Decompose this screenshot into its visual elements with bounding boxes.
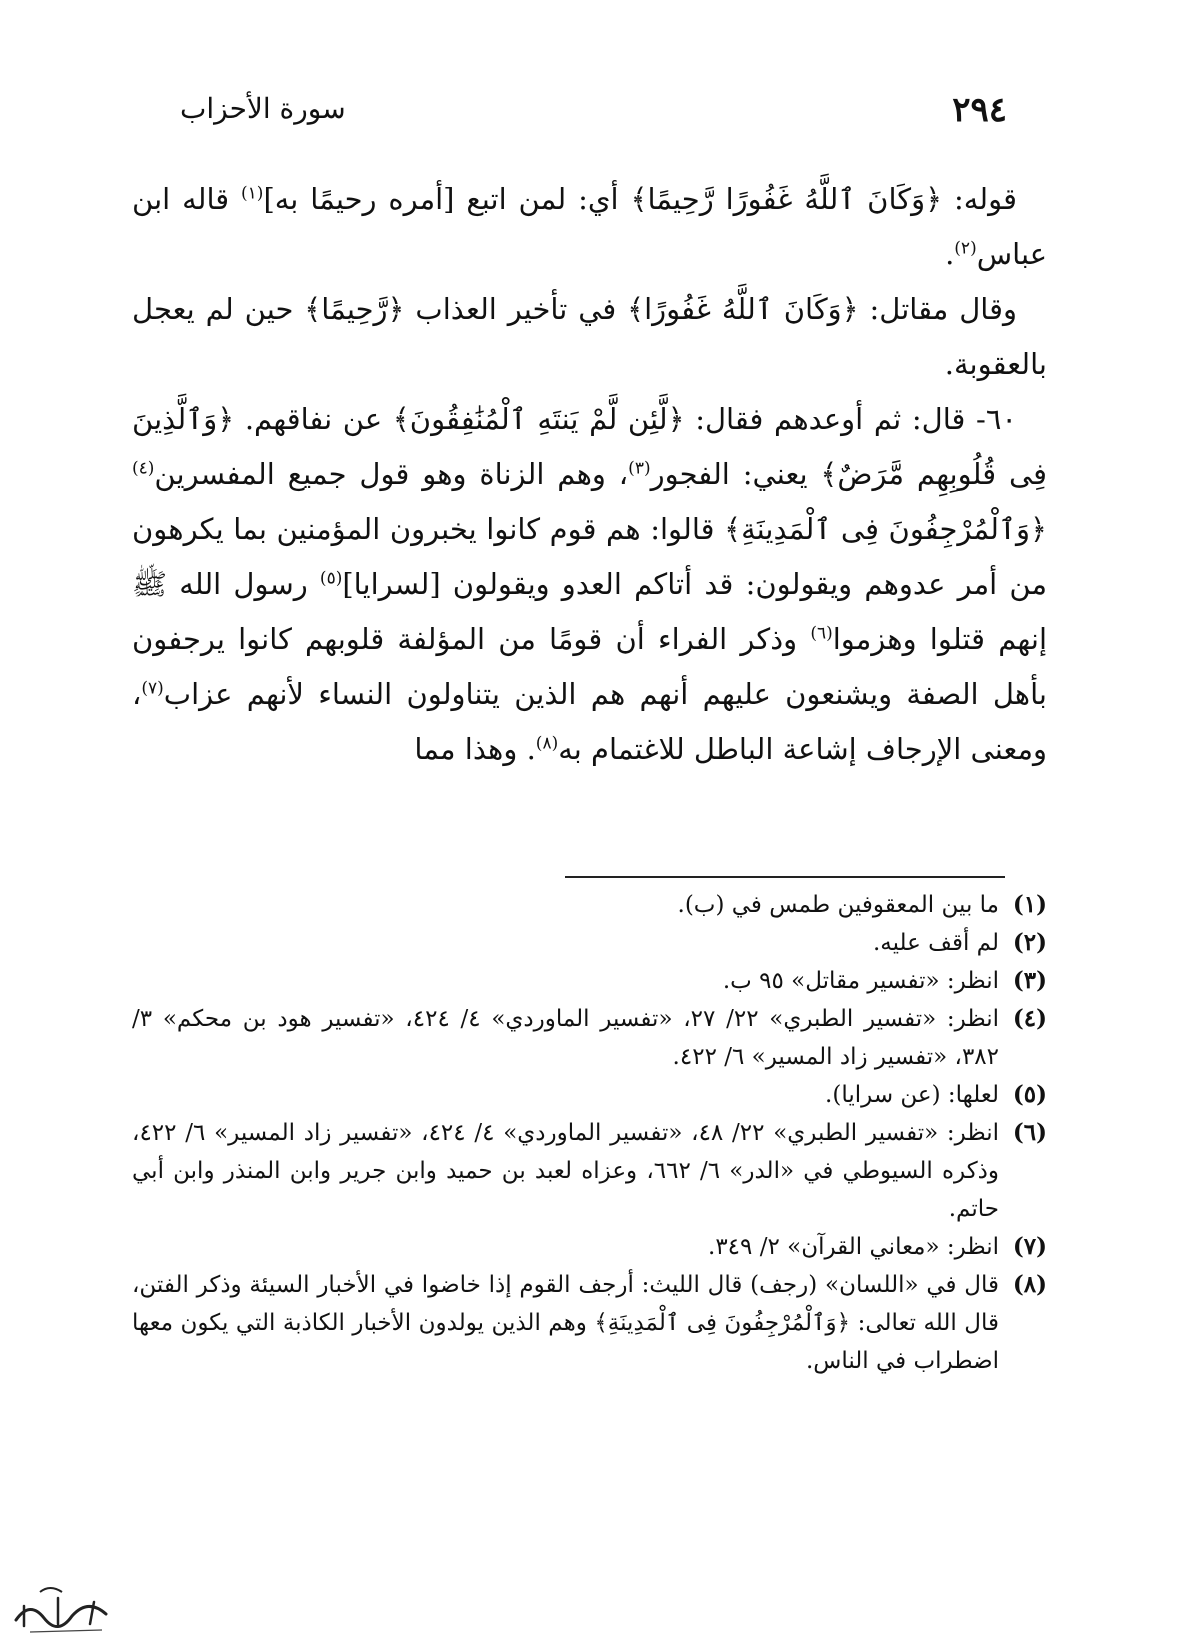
publisher-logo-icon xyxy=(10,1580,120,1638)
footnote-number: (٢) xyxy=(1012,929,1047,956)
footnote-text: لعلها: (عن سرايا). xyxy=(825,1082,999,1108)
text-segment: ﴿وَٱلْمُرْجِفُونَ فِى ٱلْمَدِينَةِ﴾ قالوا: هم قوم كانوا يخبرون المؤمنين بما يكرهون من أمر عدوهم ويقولون: قد أتاكم العدو ويقولون [لسرايا] xyxy=(132,512,1047,601)
text-segment: رسول الله ﷺ إنهم قتلوا وهزموا xyxy=(132,567,1048,656)
footnote-text: ما بين المعقوفين طمس في (ب). xyxy=(677,892,999,918)
footnote-number: (٧) xyxy=(1012,1233,1047,1260)
text-segment: وذكر الفراء أن قومًا من المؤلفة قلوبهم كانوا يرجفون بأهل الصفة ويشنعون عليهم أنهم هم الذين يتناولون النساء لأنهم عزاب xyxy=(132,622,1047,711)
page-number: ٢٩٤ xyxy=(952,90,1007,130)
footnote-text: انظر: «تفسير الطبري» ٢٢/ ٤٨، «تفسير الماوردي» ٤/ ٤٢٤، «تفسير زاد المسير» ٦/ ٤٢٢، وذكره السيوطي في «الدر» ٦/ ٦٦٢، وعزاه لعبد بن حميد وابن جرير وابن المنذر وابن أبي حاتم. xyxy=(132,1120,999,1222)
footnote-text: لم أقف عليه. xyxy=(872,930,999,956)
footnote-ref: (٤) xyxy=(132,458,155,479)
footnote-divider xyxy=(565,876,1005,878)
footnote-number: (٣) xyxy=(1012,967,1047,994)
footnote-text: انظر: «تفسير مقاتل» ٩٥ ب. xyxy=(722,968,999,994)
paragraph-1 xyxy=(132,172,1047,282)
text-segment: . وهذا مما xyxy=(414,732,536,766)
footnote xyxy=(132,1228,1047,1266)
footnote-ref: (٥) xyxy=(319,568,343,589)
footnote xyxy=(132,924,1047,962)
footnote-ref: (٢) xyxy=(954,238,977,259)
footnote xyxy=(132,1000,1047,1076)
footnote-number: (٥) xyxy=(1012,1081,1047,1108)
paragraph-2: وقال مقاتل: ﴿وَكَانَ ٱللَّهُ غَفُورًا﴾ في تأخير العذاب ﴿رَّحِيمًا﴾ حين لم يعجل بالعقوبة. xyxy=(132,292,1047,381)
text-segment: . xyxy=(945,237,955,271)
footnote-number: (١) xyxy=(1012,891,1047,918)
footnote-ref: (٨) xyxy=(535,733,559,754)
footnote-number: (٨) xyxy=(1012,1271,1047,1298)
footnote xyxy=(132,886,1047,924)
footnote-number: (٤) xyxy=(1012,1005,1047,1032)
text-segment: ، ومعنى الإرجاف إشاعة الباطل للاغتمام به xyxy=(132,677,1047,766)
main-text xyxy=(132,172,1047,777)
footnote-ref: (٣) xyxy=(628,458,651,479)
footnote-number: (٦) xyxy=(1012,1119,1047,1146)
text-segment: قوله: ﴿وَكَانَ ٱللَّهُ غَفُورًا رَّحِيمًا﴾ أي: لمن اتبع [أمره رحيمًا به] xyxy=(263,182,1017,216)
footnote-text: انظر: «معاني القرآن» ٢/ ٣٤٩. xyxy=(708,1234,999,1260)
footnote xyxy=(132,1114,1047,1228)
text-segment: قاله ابن عباس xyxy=(132,182,1047,271)
footnote-ref: (١) xyxy=(241,183,264,204)
text-segment: ، وهم الزناة وهو قول جميع المفسرين xyxy=(154,457,629,491)
footnote xyxy=(132,962,1047,1000)
footnote-text: قال في «اللسان» (رجف) قال الليث: أرجف القوم إذا خاضوا في الأخبار السيئة وذكر الفتن، قال الله تعالى: ﴿وَٱلْمُرْجِفُونَ فِى ٱلْمَدِينَةِ﴾ وهم الذين يولدون الأخبار الكاذبة التي يكون معها اضطراب في الناس. xyxy=(132,1272,999,1374)
page-header xyxy=(180,88,1007,138)
footnotes xyxy=(132,886,1047,1380)
surah-title: سورة الأحزاب xyxy=(180,92,346,125)
footnote-ref: (٦) xyxy=(810,623,833,644)
footnote xyxy=(132,1076,1047,1114)
paragraph-3 xyxy=(132,392,1047,777)
footnote-ref: (٧) xyxy=(141,678,164,699)
footnote xyxy=(132,1266,1047,1380)
text-segment: ٦٠- قال: ثم أوعدهم فقال: ﴿لَّئِن لَّمْ يَنتَهِ ٱلْمُنَٰفِقُونَ﴾ عن نفاقهم. ﴿وَٱلَّذِينَ فِى قُلُوبِهِم مَّرَضٌ﴾ يعني: الفجور xyxy=(132,402,1048,491)
footnote-text: انظر: «تفسير الطبري» ٢٢/ ٢٧، «تفسير الماوردي» ٤/ ٤٢٤، «تفسير هود بن محكم» ٣/ ٣٨٢، «تفسير زاد المسير» ٦/ ٤٢٢. xyxy=(132,1006,1000,1070)
